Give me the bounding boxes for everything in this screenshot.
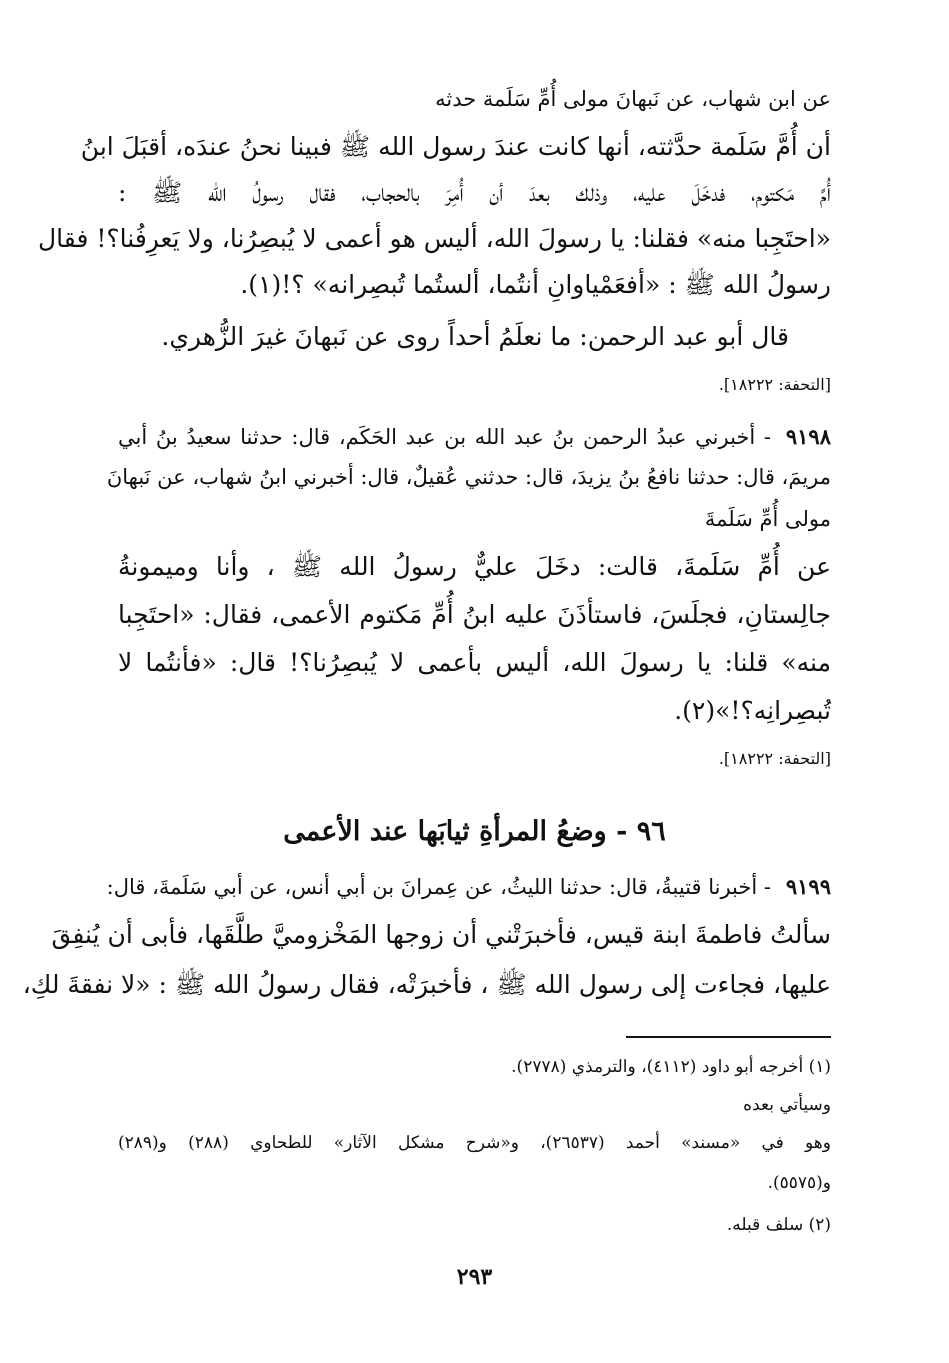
footnote: وسيأتي بعده [743,1095,831,1115]
chapter-heading: ٩٦ - وضعُ المرأةِ ثيابَها عند الأعمى [283,816,666,847]
text-line: منه» قلنا: يا رسولَ الله، أليس بأعمى لا يُبصِرُنا؟! قال: «فأنتُما لا [118,648,831,677]
footnote-separator [626,1036,831,1038]
text-line: عن أُمِّ سَلَمةَ، قالت: دخَلَ عليٌّ رسولُ الله ﷺ ، وأنا وميمونةُ [118,552,831,581]
author-comment: قال أبو عبد الرحمن: ما نعلَمُ أحداً روى عن نَبهانَ غيرَ الزُّهري. [161,322,789,351]
tuhfa-reference: [التحفة: ١٨٢٢٢]. [718,375,831,394]
text-line: أُمِّ مَكتوم، فدخَلَ عليه، وذلك بعدَ أن أُمِرَ بالحجاب، فقال رسولُ الله ﷺ : [118,178,831,207]
text-line: عليها، فجاءت إلى رسول الله ﷺ ، فأخبرَتْه، فقال رسولُ الله ﷺ : «لا نفقةَ لكِ، [22,970,831,999]
isnad-line: مولى أُمِّ سَلَمةَ [704,507,831,531]
text-line: رسولُ الله ﷺ : «أفعَمْياوانِ أنتُما، ألستُما تُبصِرانه» ؟!(١). [240,270,831,299]
page-number: ٢٩٣ [456,1264,493,1290]
footnote: و(٥٥٧٥). [767,1173,831,1193]
isnad-line: - أخبرنا قتيبةُ، قال: حدثنا الليثُ، عن عِمرانَ بن أبي أنس، عن أبي سَلَمةَ، قال: [106,875,771,899]
hadith-number: ٩١٩٨ [785,424,831,449]
isnad-line: - أخبرني عبدُ الرحمن بنُ عبد الله بن عبد الحَكَم، قال: حدثنا سعيدُ بنُ أبي [118,425,771,449]
footnote: (٢) سلف قبله. [726,1215,831,1235]
text-line: سألتُ فاطمةَ ابنة قيس، فأخبرَتْني أن زوجها المَخْزوميَّ طلَّقَها، فأبى أن يُنفِقَ [51,920,831,949]
footnote: (١) أخرجه أبو داود (٤١١٢)، والترمذي (٢٧٧٨). [511,1057,831,1077]
isnad-line: مريمَ، قال: حدثنا نافعُ بنُ يزيدَ، قال: حدثني عُقيلٌ، قال: أخبرني ابنُ شهاب، عن نَبهانَ [106,465,831,489]
hadith-number: ٩١٩٩ [785,874,831,899]
text-line: «احتَجِبا منه» فقلنا: يا رسولَ الله، أليس هو أعمى لا يُبصِرُنا، ولا يَعرِفُنا؟! فقال [38,224,831,253]
text-line: تُبصِرانِه؟!»(٢). [674,696,831,725]
footnote: وهو في «مسند» أحمد (٢٦٥٣٧)، و«شرح مشكل الآثار» للطحاوي (٢٨٨) و(٢٨٩) [118,1133,831,1153]
text-line: جالِستانِ، فجلَسَ، فاستأذَنَ عليه ابنُ أُمِّ مَكتوم الأعمى، فقال: «احتَجِبا [118,600,831,629]
text-line: أن أُمَّ سَلَمة حدَّثته، أنها كانت عندَ رسول الله ﷺ فبينا نحنُ عندَه، أقبَلَ ابنُ [80,132,831,161]
isnad-continuation: عن ابن شهاب، عن نَبهانَ مولى أُمِّ سَلَمة حدثه [435,87,831,111]
tuhfa-reference: [التحفة: ١٨٢٢٢]. [718,749,831,768]
